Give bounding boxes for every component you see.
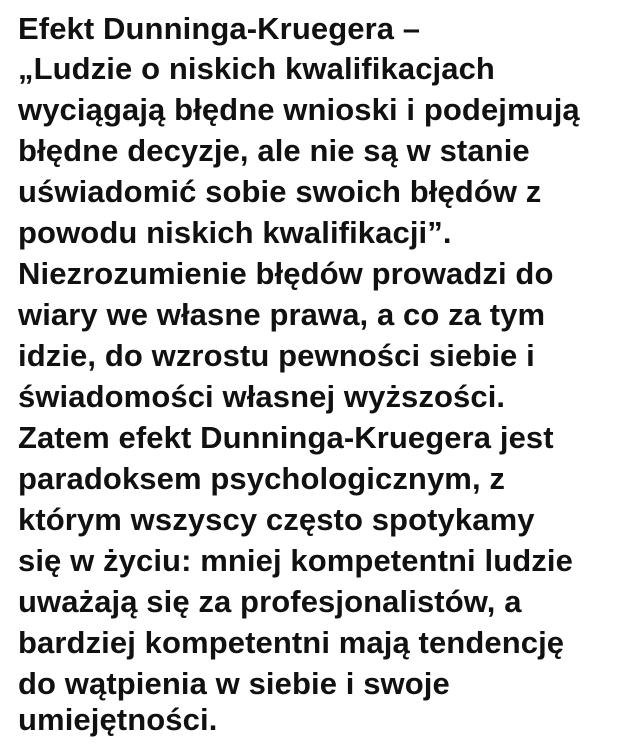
post-text-line: powodu niskich kwalifikacji”. [18, 215, 452, 250]
post-text-line: świadomości własnej wyższości. [18, 379, 506, 414]
post-text-line: Zatem efekt Dunninga-Kruegera jest [18, 420, 554, 455]
post-text-line: „Ludzie o niskich kwalifikacjach [18, 51, 495, 86]
post-text-line: bardziej kompetentni mają tendencję [18, 625, 565, 660]
post-text-line: paradoksem psychologicznym, z [18, 461, 505, 496]
post-text-line: Niezrozumienie błędów prowadzi do [18, 256, 554, 291]
post-text-line: umiejętności. [18, 702, 218, 737]
post-text-line: uświadomić sobie swoich błędów z [18, 174, 542, 209]
post-text-line: którym wszyscy często spotykamy [18, 502, 535, 537]
post-text-line: uważają się za profesjonalistów, a [18, 584, 522, 619]
post-text-line: błędne decyzje, ale nie są w stanie [18, 133, 530, 168]
post-text-line: Efekt Dunninga-Kruegera – [18, 11, 421, 46]
post-text-line: się w życiu: mniej kompetentni ludzie [18, 543, 573, 578]
post-text-line: do wątpienia w siebie i swoje [18, 666, 450, 701]
post-text-line: wyciągają błędne wnioski i podejmują [18, 92, 580, 127]
post-text-line: wiary we własne prawa, a co za tym [18, 297, 546, 332]
post-text-line: idzie, do wzrostu pewności siebie i [18, 338, 535, 373]
